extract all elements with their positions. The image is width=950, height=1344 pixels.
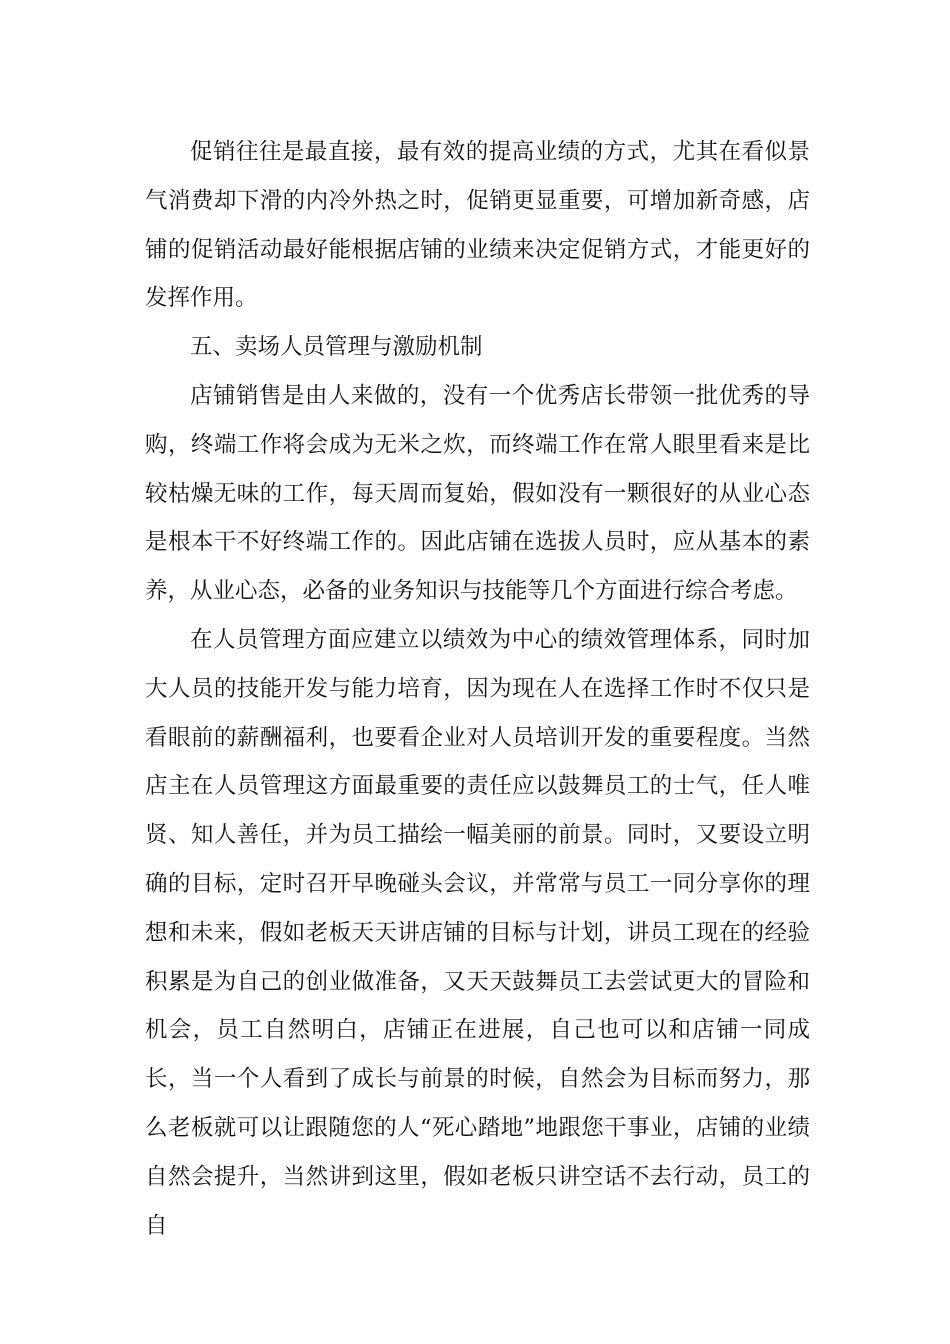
document-body [145,128,810,1250]
paragraph-staff-selection: 店铺销售是由人来做的，没有一个优秀店长带领一批优秀的导购，终端工作将会成为无米之炊，而终端工作在常人眼里看来是比较枯燥无味的工作，每天周而复始，假如没有一颗很好的从业心态是根本干不好终端工作的。因此店铺在选拔人员时，应从基本的素养，从业心态，必备的业务知识与技能等几个方面进行综合考虑。 [145,382,810,605]
paragraph-promotion: 促销往往是最直接，最有效的提高业绩的方式，尤其在看似景气消费却下滑的内冷外热之时，促销更显重要，可增加新奇感，店铺的促销活动最好能根据店铺的业绩来决定促销方式，才能更好的发挥作用。 [145,139,810,312]
section-heading: 五、卖场人员管理与激励机制 [190,334,483,361]
paragraph-staff-management: 在人员管理方面应建立以绩效为中心的绩效管理体系，同时加大人员的技能开发与能力培育，因为现在人在选择工作时不仅只是看眼前的薪酬福利，也要看企业对人员培训开发的重要程度。当然店主在人员管理这方面最重要的责任应以鼓舞员工的士气，任人唯贤、知人善任，并为员工描绘一幅美丽的前景。同时，又要设立明确的目标，定时召开早晚碰头会议，并常常与员工一同分享你的理想和未来，假如老板天天讲店铺的目标与计划，讲员工现在的经验积累是为自己的创业做准备，又天天鼓舞员工去尝试更大的冒险和机会，员工自然明白，店铺正在进展，自己也可以和店铺一同成长，当一个人看到了成长与前景的时候，自然会为目标而努力，那么老板就可以让跟随您的人“死心踏地”地跟您干事业，店铺的业绩自然会提升，当然讲到这里，假如老板只讲空话不去行动，员工的自 [145,626,810,1239]
